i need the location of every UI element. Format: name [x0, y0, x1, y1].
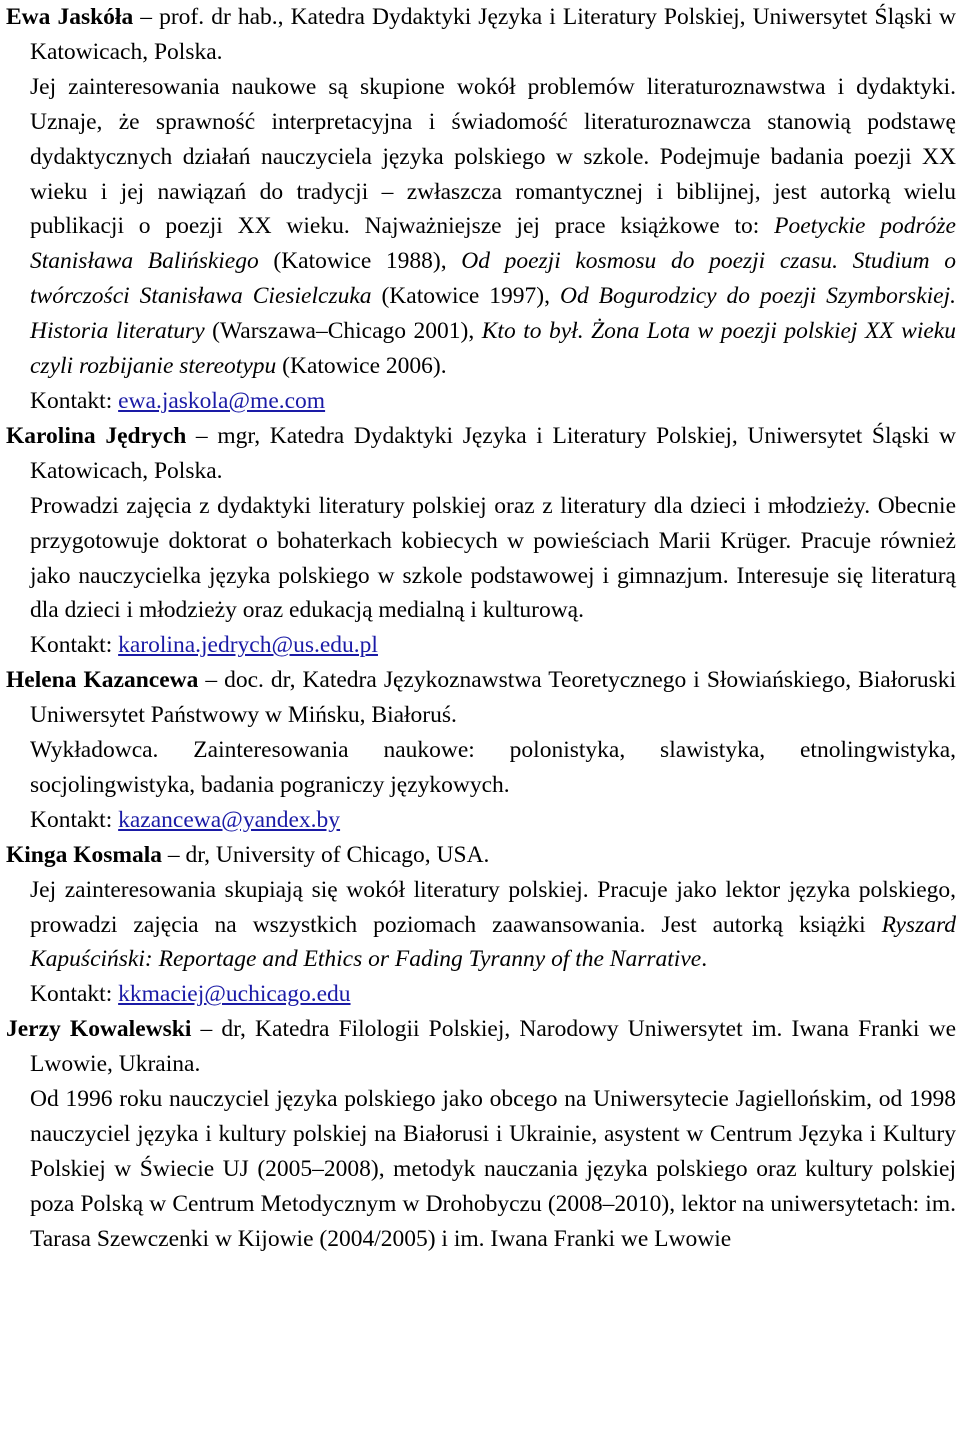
author-entry [6, 663, 956, 838]
author-bio [6, 873, 956, 978]
contact-label: Kontakt: [30, 632, 119, 659]
author-name: Ewa Jaskóła [6, 4, 134, 30]
author-contact [6, 977, 956, 1012]
bio-text: Wykładowca. Zainteresowania naukowe: polonistyka, slawistyka, etnolingwistyka, socjolingwistyka, badania pograniczy językowych. [30, 737, 956, 798]
author-contact [6, 803, 956, 838]
email-link[interactable]: kkmaciej@uchicago.edu [118, 981, 351, 1008]
author-name: Kinga Kosmala [6, 841, 163, 868]
author-header [6, 838, 956, 873]
email-link[interactable]: kazancewa@yandex.by [118, 806, 341, 833]
book-title: Ryszard Kapuściński: Reportage and Ethics or Fading Tyranny of the Narrative [30, 911, 956, 973]
document-page [6, 0, 956, 1257]
author-name: Helena Kazancewa [6, 667, 199, 694]
author-bio [6, 733, 956, 803]
author-bio [6, 1082, 956, 1257]
author-header [6, 0, 956, 70]
author-contact [6, 628, 956, 663]
bio-text: (Warszawa–Chicago 2001), [204, 318, 482, 345]
author-name: Karolina Jędrych [6, 422, 187, 449]
author-affiliation: – dr, Katedra Filologii Polskiej, Narodowy Uniwersytet im. Iwana Franki we Lwowie, Ukraina. [30, 1016, 956, 1078]
author-contact [6, 384, 956, 419]
book-title: Kto to był. Żona Lota w poezji polskiej XX wieku czyli rozbijanie stereotypu [30, 318, 956, 380]
author-affiliation: – mgr, Katedra Dydaktyki Języka i Literatury Polskiej, Uniwersytet Śląski w Katowicach, Polska. [30, 422, 956, 484]
bio-text: . [701, 946, 708, 973]
author-header [6, 1012, 956, 1082]
author-header [6, 419, 956, 489]
bio-text: Jej zainteresowania naukowe są skupione wokół problemów literaturoznawstwa i dydaktyki. Uznaje, że sprawność interpretacyjna i świadomość literaturoznawcza stanowią podstawę dydaktycznych działań nauczyciela języka polskiego w szkole. Podejmuje badania poezji XX wieku i jej nawiązań do tradycji – zwłaszcza romantycznej i biblijnej, jest autorką wielu publikacji o poezji XX wieku. Najważniejsze jej prace książkowe to: [30, 73, 956, 240]
contact-label: Kontakt: [30, 387, 119, 414]
author-bio [6, 489, 956, 629]
author-name: Jerzy Kowalewski [6, 1016, 192, 1043]
book-title: Od poezji kosmosu do poezji czasu. Studium o twórczości Stanisława Ciesielczuka [30, 248, 956, 310]
author-affiliation: – prof. dr hab., Katedra Dydaktyki Języka i Literatury Polskiej, Uniwersytet Śląski w Katowicach, Polska. [30, 4, 957, 65]
author-affiliation: – dr, University of Chicago, USA. [162, 841, 490, 868]
bio-text: Od 1996 roku nauczyciel języka polskiego jako obcego na Uniwersytecie Jagiellońskim, od 1998 nauczyciel języka i kultury polskiej na Białorusi i Ukrainie, asystent w Centrum Języka i Kultury Polskiej w Świecie UJ (2005–2008), metodyk nauczania języka polskiego oraz kultury polskiej poza Polską w Centrum Metodycznym w Drohobyczu (2008–2010), lektor na uniwersytetach: im. Tarasa Szewczenki w Kijowie (2004/2005) i im. Iwana Franki we Lwowie [30, 1086, 956, 1252]
book-title: Od Bogurodzicy do poezji Szymborskiej. Historia literatury [30, 283, 956, 345]
book-title: Poetyckie podróże Stanisława Balińskiego [30, 213, 956, 275]
author-entry [6, 419, 956, 663]
author-affiliation: – doc. dr, Katedra Językoznawstwa Teoretycznego i Słowiańskiego, Białoruski Uniwersytet Państwowy w Mińsku, Białoruś. [30, 667, 956, 729]
bio-text: (Katowice 2006). [276, 353, 447, 380]
email-link[interactable]: ewa.jaskola@me.com [118, 387, 326, 414]
bio-text: Prowadzi zajęcia z dydaktyki literatury polskiej oraz z literatury dla dzieci i młodzieży. Obecnie przygotowuje doktorat o bohaterkach kobiecych w powieściach Marii Krüger. Pracuje również jako nauczycielka języka polskiego w szkole podstawowej i gimnazjum. Interesuje się literaturą dla dzieci i młodzieży oraz edukacją medialną i kulturową. [30, 492, 956, 624]
email-link[interactable]: karolina.jedrych@us.edu.pl [118, 632, 378, 659]
author-entry [6, 838, 956, 1013]
bio-text: (Katowice 1988), [258, 248, 462, 275]
author-entry [6, 1012, 956, 1256]
author-entry [6, 0, 956, 419]
contact-label: Kontakt: [30, 806, 119, 833]
author-header [6, 663, 956, 733]
author-bio [6, 70, 956, 384]
bio-text: Jej zainteresowania skupiają się wokół literatury polskiej. Pracuje jako lektor języka polskiego, prowadzi zajęcia na wszystkich poziomach zaawansowania. Jest autorką książki [30, 876, 956, 938]
bio-text: (Katowice 1997), [371, 283, 560, 310]
contact-label: Kontakt: [30, 981, 119, 1008]
